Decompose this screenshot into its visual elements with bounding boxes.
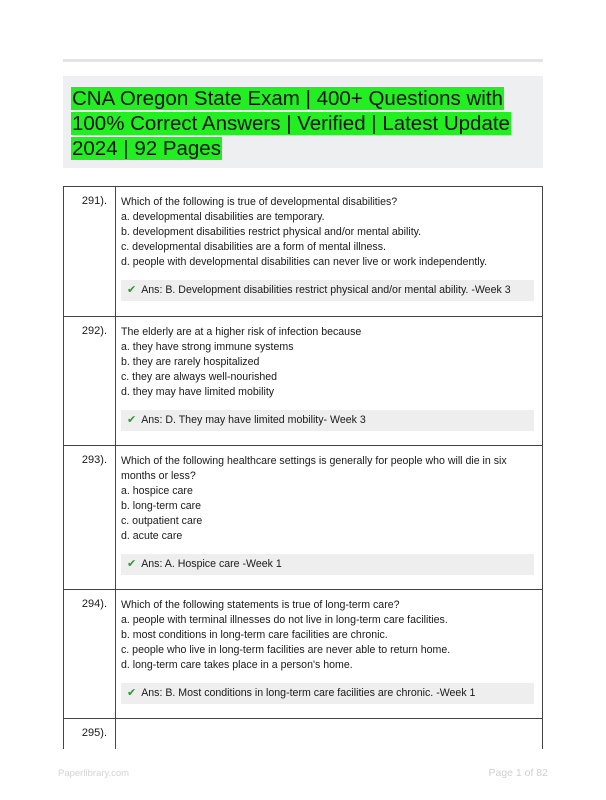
option-d: d. people with developmental disabilities can never live or work independently. (121, 256, 488, 268)
question-row-295 (64, 719, 543, 749)
question-row-294 (64, 590, 543, 719)
question-row-293 (64, 446, 543, 590)
question-body (116, 590, 543, 719)
option-a: a. developmental disabilities are temporary. (121, 211, 325, 223)
footer-watermark: Paperlibrary.com (58, 768, 130, 779)
option-c: c. developmental disabilities are a form of mental illness. (121, 241, 386, 253)
option-b: b. they are rarely hospitalized (121, 356, 260, 368)
option-c: c. outpatient care (121, 515, 203, 527)
question-number: 295). (64, 719, 116, 749)
option-c: c. they are always well-nourished (121, 371, 278, 383)
checkmark-icon: ✔ (127, 687, 137, 699)
checkmark-icon: ✔ (127, 558, 137, 570)
option-d: d. acute care (121, 530, 183, 542)
option-b: b. most conditions in long-term care facilities are chronic. (121, 629, 388, 641)
option-b: b. development disabilities restrict physical and/or mental ability. (121, 226, 422, 238)
option-a: a. hospice care (121, 485, 193, 497)
question-body (116, 187, 543, 317)
question-body (116, 317, 543, 446)
answer-text: Ans: D. They may have limited mobility- Week 3 (141, 414, 366, 426)
checkmark-icon: ✔ (127, 284, 137, 296)
question-number: 291). (64, 187, 116, 317)
option-a: a. they have strong immune systems (121, 341, 294, 353)
question-body (116, 719, 543, 749)
option-d: d. long-term care takes place in a person's home. (121, 659, 353, 671)
document-title (71, 86, 535, 161)
question-body (116, 446, 543, 590)
answer-text: Ans: B. Most conditions in long-term care facilities are chronic. -Week 1 (141, 687, 476, 699)
answer-box (121, 280, 534, 301)
answer-box (121, 683, 534, 704)
questions-table (63, 186, 543, 749)
title-line-3: 2024 | 92 Pages (72, 137, 221, 160)
question-row-292 (64, 317, 543, 446)
checkmark-icon: ✔ (127, 414, 137, 426)
question-text: Which of the following healthcare settings is generally for people who will die in six months or less? (121, 455, 507, 482)
answer-text: Ans: B. Development disabilities restrict physical and/or mental ability. -Week 3 (141, 284, 511, 296)
option-b: b. long-term care (121, 500, 202, 512)
question-number: 294). (64, 590, 116, 719)
question-number: 293). (64, 446, 116, 590)
option-c: c. people who live in long-term facilities are never able to return home. (121, 644, 451, 656)
answer-box (121, 410, 534, 431)
option-a: a. people with terminal illnesses do not live in long-term care facilities. (121, 614, 448, 626)
question-text: Which of the following is true of developmental disabilities? (121, 196, 398, 208)
title-banner (63, 76, 543, 168)
question-number: 292). (64, 317, 116, 446)
question-text: Which of the following statements is true of long-term care? (121, 599, 400, 611)
answer-box (121, 554, 534, 575)
question-row-291 (64, 187, 543, 317)
question-text: The elderly are at a higher risk of infection because (121, 326, 362, 338)
title-line-1: CNA Oregon State Exam | 400+ Questions with (72, 87, 503, 110)
title-line-2: 100% Correct Answers | Verified | Latest Update (72, 112, 510, 135)
page-number: Page 1 of 82 (488, 767, 548, 779)
top-divider (63, 59, 543, 62)
answer-text: Ans: A. Hospice care -Week 1 (141, 558, 282, 570)
option-d: d. they may have limited mobility (121, 386, 275, 398)
